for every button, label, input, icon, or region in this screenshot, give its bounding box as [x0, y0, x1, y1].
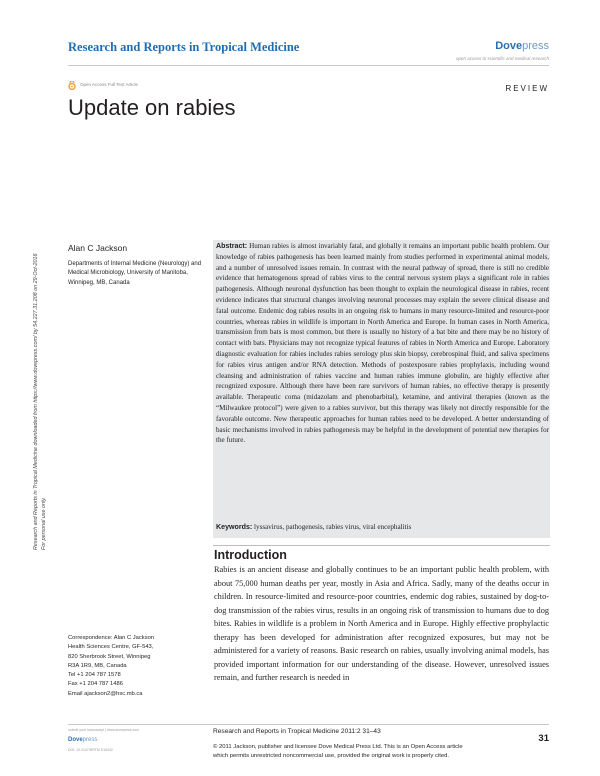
- section-body: Rabies is an ancient disease and globally continues to be an important public health problem, with about 75,000 human deaths per year, mostly in Asia and Africa. Sadly, many of the deaths occur in children. In resource-limited and resource-poor countries, endemic dog rabies, sustained by dog-to-dog transmission of the rabies virus, results in an ongoing risk of transmission to humans due to dog bites. Rabies in wildlife is a problem in North America and in Europe. Highly effective prophylactic therapy has been developed for administration after recognized exposures, but may not be administered for a variety of reasons. Basic research on rabies, usually involving animal models, has provided important information for our understanding of the disease. However, unresolved issues remain, and further research is needed in: [214, 565, 549, 682]
- publisher-tagline: open access to scientific and medical research: [455, 56, 549, 61]
- section-heading: Introduction: [214, 548, 287, 562]
- doi[interactable]: DOI: 10.2147/RRTM.S16432: [68, 748, 113, 752]
- open-access-label: Open Access Full Text Article: [80, 82, 138, 87]
- abstract-text: Human rabies is almost invariably fatal, and globally it remains an important public health problem. Our knowledge of rabies pathogenesis has been learned mainly from studies performed in experimental animal models, and a number of unresolved issues remain. In contrast with the neural pathway of spread, there is still no credible evidence that hematogenous spread of rabies virus to the central nervous system plays a significant role in rabies pathogenesis. Although neuronal dysfunction has been thought to explain the neurological disease in rabies, recent evidence indicates that structural changes involving neuronal processes may explain the severe clinical disease and fatal outcome. Endemic dog rabies results in an ongoing risk to humans in many resource-limited and resource-poor countries, whereas rabies in wildlife is important in North America and Europe. In human cases in North America, transmission from bats is most common, but there is usually no history of a bat bite and there may be no history of contact with bats. Physicians may not recognize typical features of rabies in North America and Europe. Laboratory diagnostic evaluation for rabies includes rabies serology plus skin biopsy, cerebrospinal fluid, and saliva specimens for rabies virus antigen and/or RNA detection. Methods of postexposure rabies prophylaxis, including wound cleansing and administration of rabies vaccine and human rabies immune globulin, are highly effective after recognized exposure. Although there have been rare survivors of human rabies, no effective therapy is presently available. Therapeutic coma (midazolam and phenobarbital), ketamine, and antiviral therapies (known as the “Milwaukee protocol”) were given to a rabies survivor, but this therapy was likely not directly responsible for the favorable outcome. New therapeutic approaches for human rabies need to be developed. A better understanding of basic mechanisms involved in rabies pathogenesis may be helpful in the development of potential new therapies for the future.: [216, 242, 549, 445]
- correspondence: [68, 634, 208, 699]
- journal-reference: Research and Reports in Tropical Medicine 2011:2 31–43: [213, 728, 381, 735]
- author-name: Alan C Jackson: [68, 243, 128, 253]
- correspondence-line: 820 Sherbrook Street, Winnipeg: [68, 653, 151, 660]
- correspondence-email[interactable]: Email ajackson2@hsc.mb.ca: [68, 690, 143, 697]
- open-access-icon: [68, 81, 76, 90]
- brand-light: press: [522, 40, 549, 52]
- download-notice-line1: Research and Reports in Tropical Medicine downloaded from https://www.dovepress.com/ by 54.227.31.208 on 29-Oct-2016: [33, 253, 39, 550]
- footer-brand-light: press: [82, 737, 98, 743]
- publisher-logo: [495, 40, 549, 52]
- submit-link[interactable]: submit your manuscript | www.dovepress.com: [68, 728, 140, 732]
- article-title: Update on rabies: [68, 95, 236, 120]
- author-affiliation: Departments of Internal Medicine (Neurology) and Medical Microbiology, University of Manitoba, Winnipeg, MB, Canada: [68, 261, 202, 286]
- correspondence-line: Health Sciences Centre, GF-543,: [68, 644, 154, 651]
- brand-bold: Dove: [495, 40, 523, 52]
- download-notice-line2: For personal use only.: [40, 497, 47, 550]
- download-notice: [33, 130, 47, 550]
- page-number: 31: [538, 733, 549, 744]
- footer-rule: [68, 724, 549, 725]
- correspondence-tel: Tel +1 204 787 1578: [68, 672, 121, 679]
- journal-title: Research and Reports in Tropical Medicine: [68, 40, 300, 54]
- section-rule: [213, 545, 550, 546]
- correspondence-label: Correspondence: Alan C Jackson: [68, 635, 155, 641]
- keywords: [216, 523, 549, 531]
- footer-brand-bold: Dove: [68, 737, 83, 743]
- abstract-label: Abstract:: [216, 242, 248, 250]
- keywords-label: Keywords:: [216, 523, 253, 531]
- correspondence-fax: Fax +1 204 787 1486: [68, 681, 123, 688]
- license: [213, 743, 533, 760]
- footer-logo: [68, 737, 97, 743]
- license-line: © 2011 Jackson, publisher and licensee Dove Medical Press Ltd. This is an Open Access article: [213, 744, 463, 750]
- correspondence-line: R3A 1R9, MB, Canada: [68, 662, 127, 669]
- article-type: REVIEW: [505, 84, 549, 93]
- license-line: which permits unrestricted noncommercial use, provided the original work is properly cited.: [213, 752, 450, 759]
- keywords-text: lyssavirus, pathogenesis, rabies virus, viral encephalitis: [254, 523, 412, 531]
- header-rule: [68, 65, 549, 66]
- abstract: [216, 241, 549, 446]
